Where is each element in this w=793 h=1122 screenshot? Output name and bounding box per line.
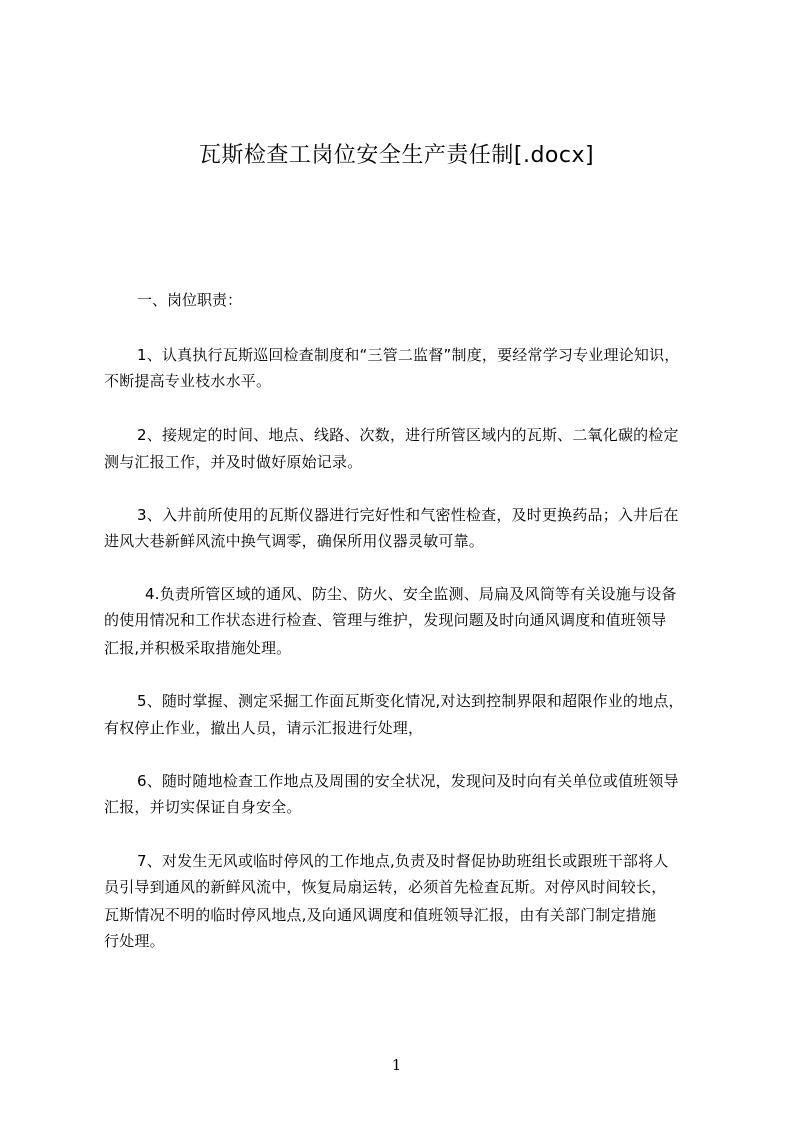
- page-number: 1: [391, 1056, 402, 1074]
- item-4-line-1: 4.负责所管区域的通风、防尘、防火、安全监测、局扁及风筒等有关设施与设备: [145, 585, 677, 603]
- item-1-line-2: 不断提高专业枝水水平。: [104, 372, 272, 390]
- item-4-line-2: 的使用情况和工作状态进行检查、管理与维护，发现问题及时向通风调度和值班领导: [104, 611, 667, 629]
- item-7-line-1: 7、对发生无风或临时停风的工作地点,负责及时督促协助班组长或跟班干部将人: [137, 852, 669, 870]
- item-1-line-1: 1、认真执行瓦斯巡回检查制度和“三管二监督”制度，要经常学习专业理论知识，: [137, 346, 680, 364]
- item-7-line-2: 员引导到通风的新鲜风流中，恢复局扇运转，必须首先检查瓦斯。对停风时间较长，: [104, 878, 667, 896]
- item-2-line-1: 2、接规定的时间、地点、线路、次数，进行所管区域内的瓦斯、二氧化碳的检定: [137, 426, 679, 444]
- document-title: 瓦斯检查工岗位安全生产责任制[.docx]: [198, 143, 595, 168]
- item-5-line-2: 有权停止作业，撤出人员，请示汇报进行处理，: [104, 719, 424, 737]
- item-2-line-2: 测与汇报工作，并及时做好原始记录。: [104, 453, 363, 471]
- item-3-line-2: 进风大巷新鲜风流中换气调零，确保所用仪器灵敏可靠。: [104, 532, 485, 550]
- item-6-line-1: 6、随时随地检查工作地点及周围的安全状况，发现问及时向有关单位或值班领导: [137, 772, 679, 790]
- item-4-line-3: 汇报,并积极采取措施处理。: [104, 639, 292, 657]
- item-7-line-3: 瓦斯情况不明的临时停风地点,及向通风调度和值班领导汇报，由有关部门制定措施: [104, 906, 657, 924]
- item-3-line-1: 3、入井前所使用的瓦斯仪器进行完好性和气密性检查，及时更换药品；入井后在: [137, 506, 679, 524]
- section-heading: 一、岗位职责：: [137, 291, 243, 309]
- item-7-line-4: 行处理。: [104, 932, 165, 950]
- item-6-line-2: 汇报，并切实保证自身安全。: [104, 798, 302, 816]
- item-5-line-1: 5、随时掌握、测定采掘工作面瓦斯变化情况,对达到控制界限和超限作业的地点，: [137, 692, 684, 710]
